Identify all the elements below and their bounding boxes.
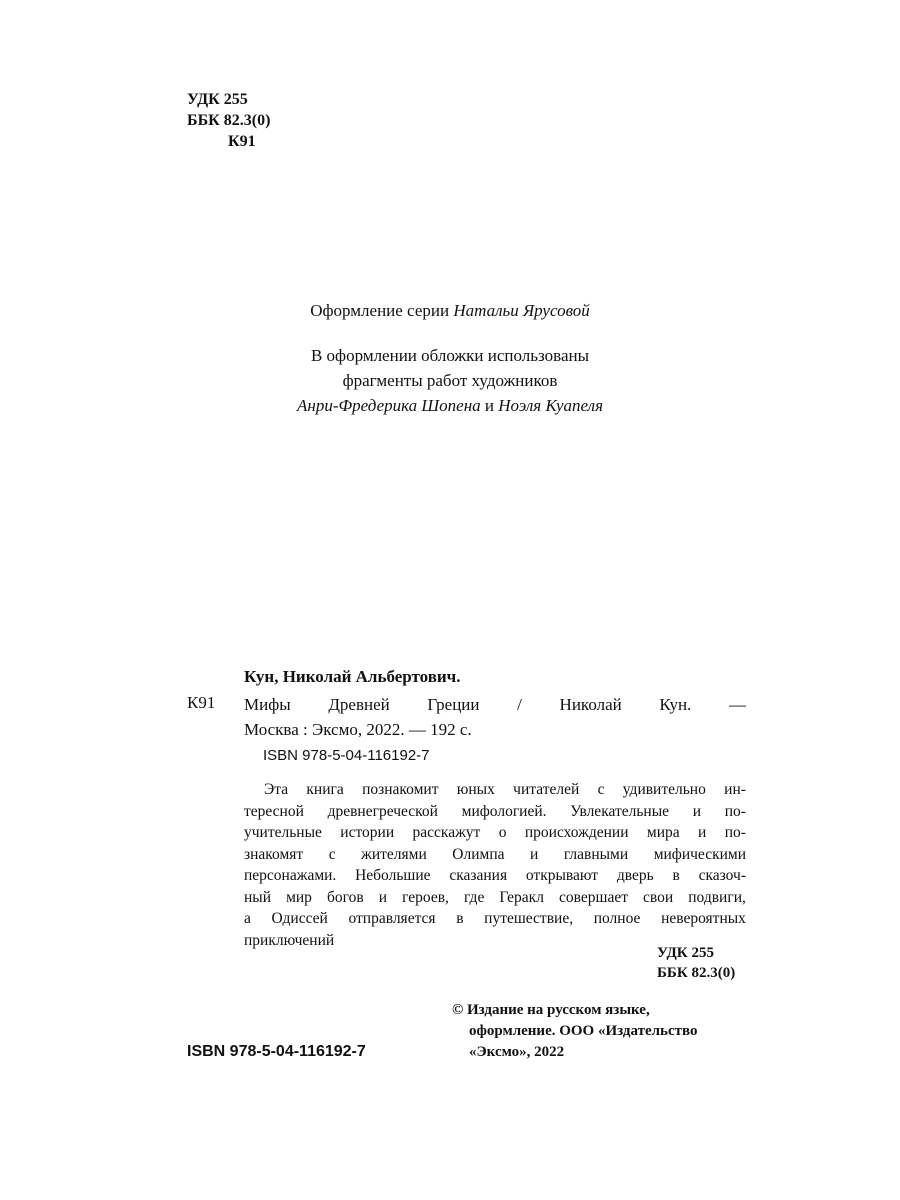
title-word: Мифы: [244, 695, 291, 714]
annotation-word: ин-: [724, 781, 746, 798]
series-design-prefix: Оформление серии: [310, 301, 450, 320]
annotation-word: Небольшие: [355, 867, 431, 884]
annotation-word: где: [463, 888, 485, 906]
annotation-line: [244, 908, 746, 930]
annotation-word: читателей: [513, 781, 580, 798]
annotation-word: персонажами.: [244, 867, 337, 884]
annotation-word: мира: [646, 824, 680, 841]
annotation-word: сказоч-: [698, 867, 746, 884]
copyright-line2: оформление. ООО «Издательство: [469, 1023, 698, 1039]
publication-line: Москва : Эксмо, 2022. — 192 с.: [244, 720, 472, 739]
annotation-word: в: [456, 910, 464, 927]
copyright-notice: [452, 1000, 698, 1063]
classification-codes: [187, 89, 270, 152]
annotation-word: с: [328, 845, 336, 863]
annotation-line: [244, 844, 746, 866]
artist-name: Ноэля Куапеля: [498, 396, 603, 415]
record-author-mark: К91: [187, 693, 216, 712]
annotation-word: знакомят: [244, 845, 304, 863]
title-word: Кун.: [659, 695, 692, 714]
annotation-word: расскажут: [412, 824, 481, 841]
annotation-word: свои: [643, 888, 674, 906]
annotation-line: [244, 822, 746, 844]
title-word: —: [728, 695, 746, 714]
annotation-word: главными: [563, 845, 629, 863]
annotation-word: а: [244, 910, 251, 927]
annotation-line: [244, 801, 746, 823]
annotation-word: открывают: [525, 867, 599, 884]
annotation-word: древнегреческой: [327, 802, 438, 820]
annotation-word: истории: [340, 824, 395, 841]
annotation-word: дверь: [616, 867, 654, 884]
annotation-word: Эта: [264, 781, 289, 798]
title-line: [244, 692, 746, 717]
cover-artists: [0, 393, 900, 418]
annotation-word: ный: [244, 888, 272, 906]
annotation-word: отправляется: [348, 910, 436, 927]
series-design-credit: [0, 298, 900, 323]
annotation-word: юных: [456, 781, 495, 798]
annotation-word: и: [378, 888, 388, 906]
title-word: Древней: [328, 695, 390, 714]
isbn-bottom: ISBN 978-5-04-116192-7: [187, 1043, 366, 1060]
udk-code: УДК 255: [657, 945, 714, 961]
annotation-word: познакомит: [362, 781, 439, 798]
annotation-word: о: [498, 824, 507, 841]
annotation-word: мир: [286, 888, 312, 906]
annotation-word: и: [530, 845, 539, 863]
annotation-word: полное: [593, 910, 641, 927]
annotation-word: и: [692, 802, 702, 820]
annotation-word: путешествие,: [484, 910, 574, 927]
udk-code: УДК 255: [187, 91, 248, 108]
cover-credit: [0, 343, 900, 418]
annotation-word: по-: [724, 824, 746, 841]
annotation-word: книга: [306, 781, 344, 798]
bottom-codes: [657, 943, 735, 983]
annotation-word: мифологией.: [461, 802, 547, 820]
series-designer-name: Натальи Ярусовой: [453, 301, 590, 320]
annotation-word: с: [597, 781, 605, 798]
annotation-word: Геракл: [499, 888, 544, 906]
annotation-line: [244, 779, 746, 801]
title-word: Греции: [427, 695, 480, 714]
author-mark: К91: [228, 133, 256, 150]
annotation-word: приключений: [244, 931, 335, 949]
annotation-word: героев,: [402, 888, 449, 906]
artist-name: Анри-Фредерика Шопена: [297, 396, 481, 415]
title-word: /: [517, 695, 522, 714]
isbn-record: ISBN 978-5-04-116192-7: [263, 747, 430, 764]
annotation-word: сказания: [449, 867, 508, 884]
annotation-word: Увлекательные: [570, 802, 670, 820]
annotation-line: [244, 865, 746, 887]
cover-credit-line2: фрагменты работ художников: [342, 371, 558, 390]
annotation-line: [244, 887, 746, 909]
annotation-word: невероятных: [661, 910, 746, 927]
annotation-word: в: [672, 867, 680, 884]
annotation-word: удивительно: [622, 781, 706, 798]
cover-credit-line1: В оформлении обложки использованы: [310, 346, 590, 365]
annotation: [244, 779, 746, 951]
author-heading: Кун, Николай Альбертович.: [244, 667, 461, 686]
bbk-code: ББК 82.3(0): [187, 112, 271, 129]
bbk-code: ББК 82.3(0): [657, 965, 736, 981]
annotation-word: учительные: [244, 824, 322, 841]
conjunction: и: [484, 396, 494, 415]
title-word: Николай: [559, 695, 622, 714]
annotation-word: жителями: [361, 845, 427, 863]
annotation-word: тересной: [244, 802, 304, 820]
annotation-word: происхождении: [524, 824, 629, 841]
annotation-word: и: [698, 824, 707, 841]
annotation-word: богов: [327, 888, 364, 906]
annotation-word: по-: [724, 802, 746, 820]
annotation-word: Олимпа: [452, 845, 505, 863]
annotation-word: мифическими: [653, 845, 746, 863]
annotation-word: совершает: [559, 888, 628, 906]
annotation-word: Одиссей: [271, 910, 328, 927]
copyright-line3: «Эксмо», 2022: [469, 1044, 565, 1060]
copyright-line1: © Издание на русском языке,: [452, 1002, 650, 1018]
bibliographic-title: [244, 692, 746, 742]
annotation-word: подвиги,: [688, 888, 746, 906]
